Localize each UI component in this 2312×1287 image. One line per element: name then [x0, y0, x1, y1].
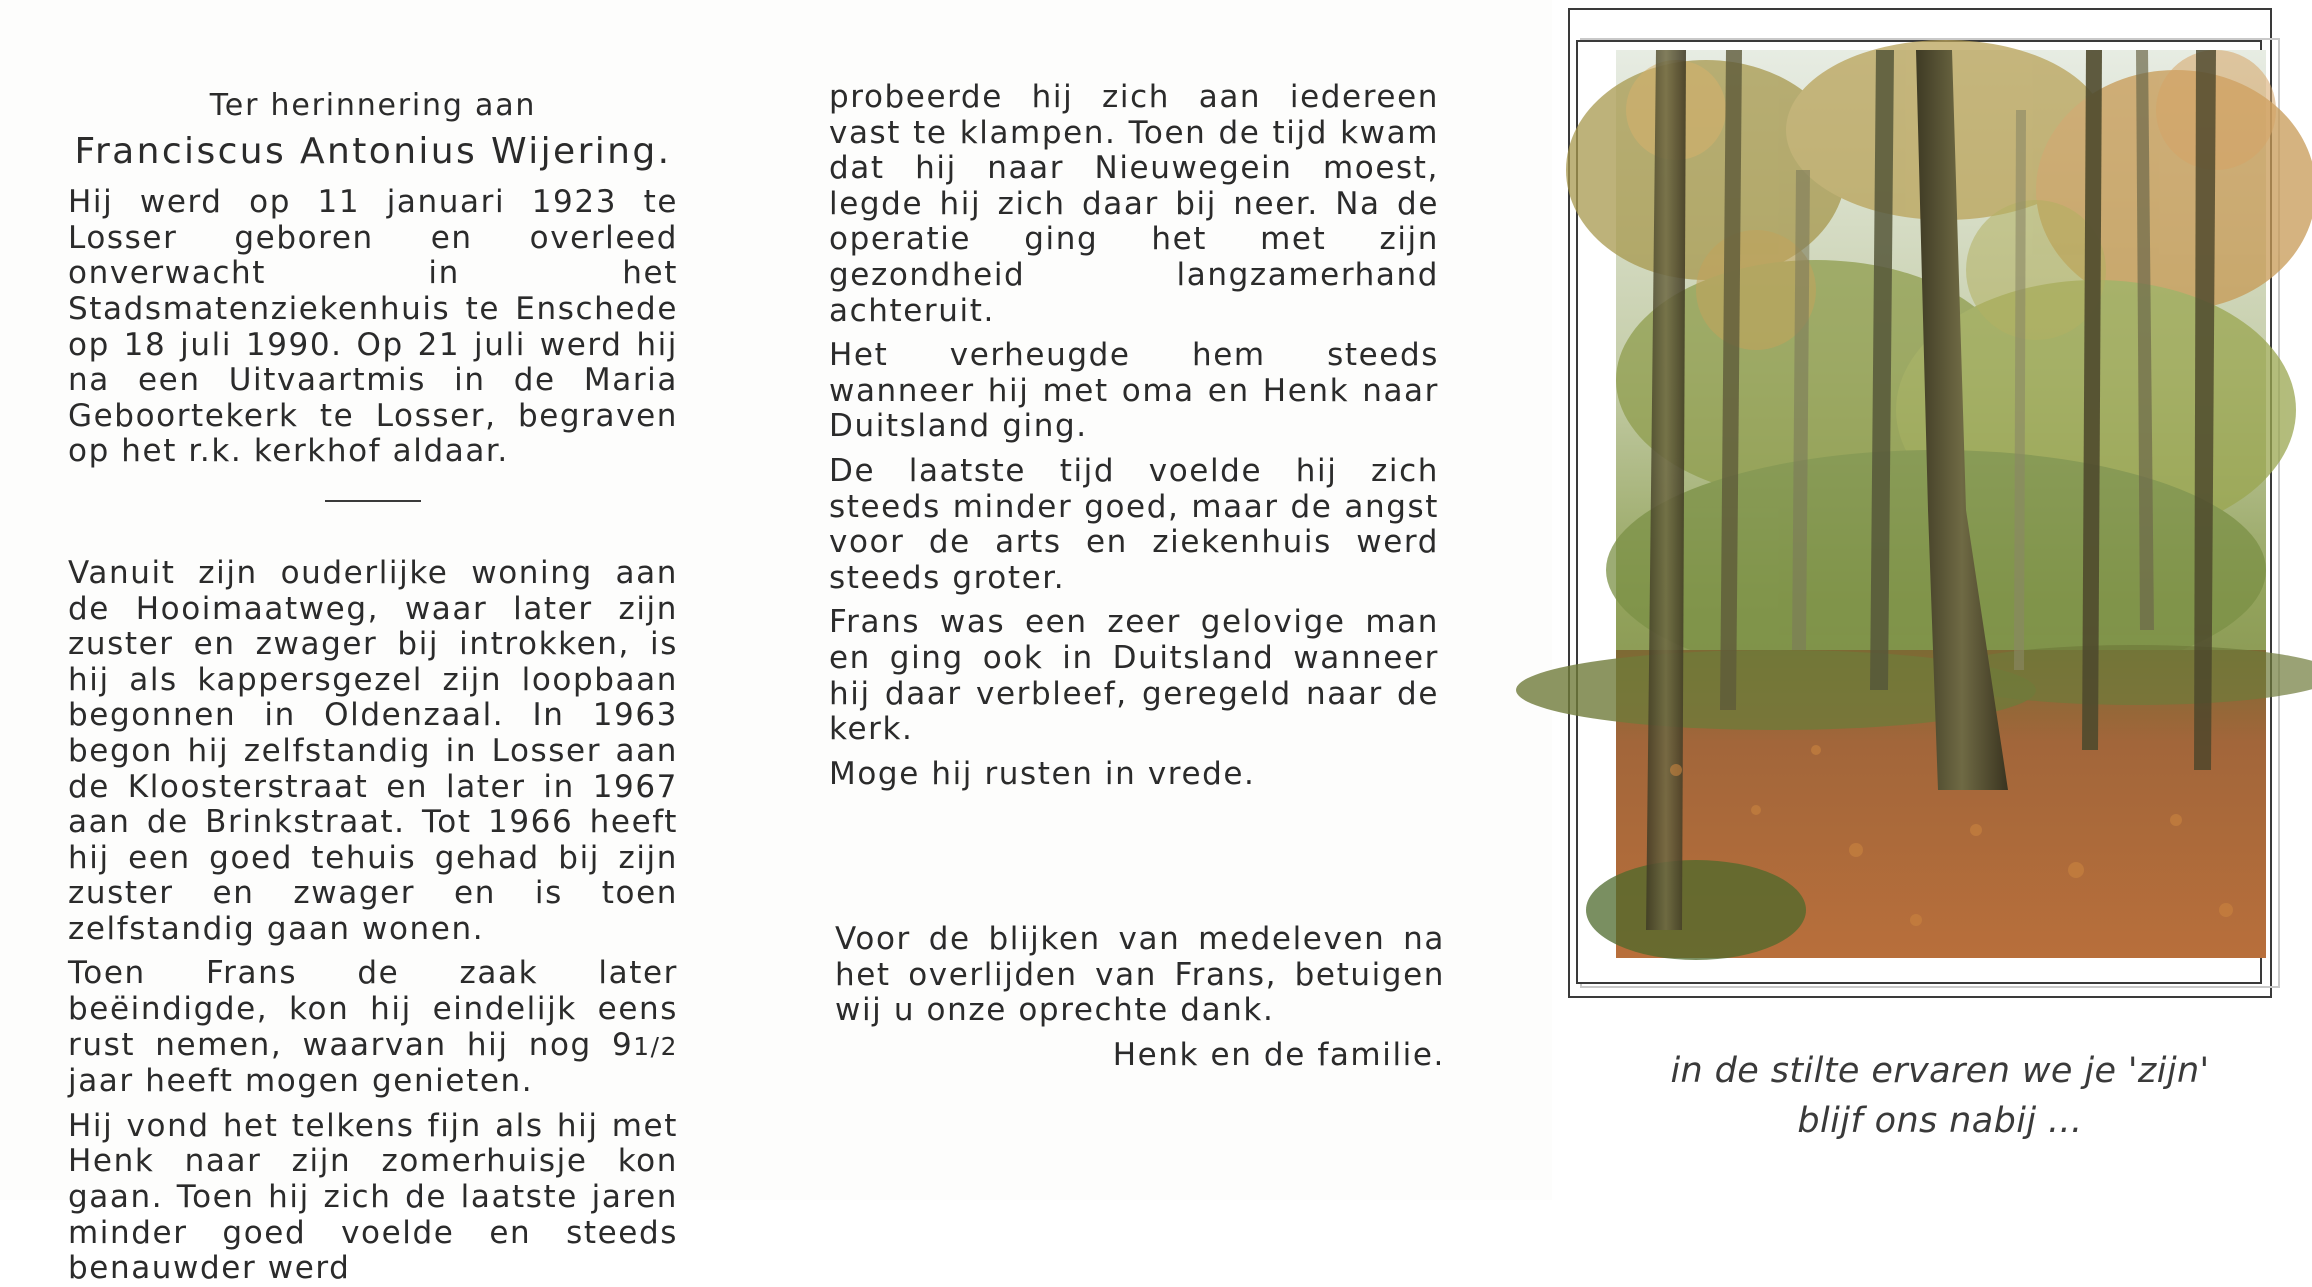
forest-illustration — [1616, 50, 2266, 958]
thanks-block — [835, 922, 1445, 1073]
paragraph-germany: Het verheugde hem steeds wanneer hij met oma en Henk naar Duitsland ging. — [829, 337, 1439, 445]
paragraph-career: Vanuit zijn ouderlijke woning aan de Hooimaatweg, waar later zijn zuster en zwager bij introkken, is hij als kappersgezel zijn loopbaan begonnen in Oldenzaal. In 1963 begon hij zelfstandig in Losser aan de Kloosterstraat en later in 1967 aan de Brinkstraat. Tot 1966 heeft hij een goed tehuis gehad bij zijn zuster en zwager en is toen zelfstandig gaan wonen. — [68, 554, 678, 947]
paragraph-holiday: Hij vond het telkens fijn als hij met Henk naar zijn zomerhuisje kon gaan. Toen hij zich de laatste jaren minder goed voelde en steeds benauwder werd — [68, 1107, 678, 1287]
paragraph-rest-before: Toen Frans de zaak later beëindigde, kon hij eindelijk eens rust nemen, waarvan hij nog 9 — [68, 955, 678, 1063]
paragraph-thanks: Voor de blijken van medeleven na het overlijden van Frans, betuigen wij u onze oprechte dank. — [835, 921, 1445, 1029]
divider-line — [325, 500, 421, 502]
fraction-half: 1/2 — [633, 1031, 678, 1061]
signature: Henk en de familie. — [1112, 1036, 1445, 1073]
forest-photo — [1616, 50, 2266, 958]
paragraph-fear: De laatste tijd voelde hij zich steeds minder goed, maar de angst voor de arts en ziekenhuis werd steeds groter. — [829, 452, 1439, 596]
paragraph-peace: Moge hij rusten in vrede. — [829, 755, 1256, 792]
caption-line-1: in de stilte ervaren we je 'zijn' — [1670, 1051, 2210, 1091]
intro-line: Ter herinnering aan — [209, 88, 537, 123]
paragraph-continue: probeerde hij zich aan iedereen vast te klampen. Toen de tijd kwam dat hij naar Nieuwegein moest, legde hij zich daar bij neer. Na de operatie ging het met zijn gezondheid langzamerhand achteruit. — [829, 79, 1439, 329]
deceased-name: Franciscus Antonius Wijering. — [74, 130, 672, 172]
left-text-column — [68, 88, 678, 1287]
caption-line-2: blijf ons nabij ... — [1797, 1101, 2083, 1141]
paragraph-rest-after: jaar heeft mogen genieten. — [68, 1063, 534, 1100]
paragraph-faith: Frans was een zeer gelovige man en ging ook in Duitsland wanneer hij daar verbleef, geregeld naar de kerk. — [829, 604, 1439, 748]
paragraph-rest — [68, 956, 678, 1099]
middle-text-column — [829, 80, 1439, 792]
paragraph-birth: Hij werd op 11 januari 1923 te Losser geboren en overleed onverwacht in het Stadsmatenziekenhuis te Enschede op 18 juli 1990. Op 21 juli werd hij na een Uitvaartmis in de Maria Geboortekerk te Losser, begraven op het r.k. kerkhof aldaar. — [68, 184, 678, 470]
caption — [1590, 1046, 2290, 1146]
